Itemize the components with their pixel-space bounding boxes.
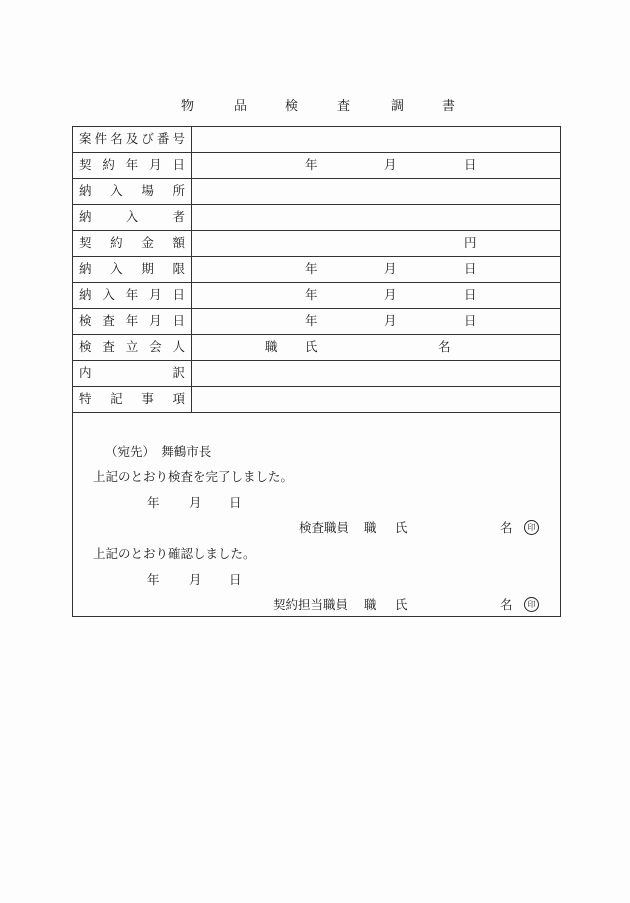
title-char: 物 <box>181 99 195 114</box>
label-char: 納 <box>79 183 92 198</box>
row-label-text <box>79 392 185 406</box>
form-row <box>73 231 561 257</box>
title-char: 調 <box>391 99 405 114</box>
inspector-shoku: 職 <box>364 520 377 535</box>
row-value[interactable] <box>192 231 561 257</box>
label-char: 入 <box>102 287 115 302</box>
inspector-seal <box>524 520 539 535</box>
form-row <box>73 283 561 309</box>
row-label-text <box>79 340 185 354</box>
label-char: 入 <box>110 183 123 198</box>
form-row <box>73 361 561 387</box>
row-label-text <box>79 158 185 172</box>
inspector-shi: 氏 <box>395 520 408 535</box>
yen-label: 円 <box>464 235 477 250</box>
row-label <box>73 179 192 205</box>
row-value[interactable] <box>192 309 561 335</box>
row-value[interactable] <box>192 387 561 413</box>
row-label-text <box>79 132 185 146</box>
inspector-title: 検査職員 <box>299 520 350 535</box>
form-row <box>73 153 561 179</box>
label-char: 番 <box>156 131 170 146</box>
row-label-text <box>79 236 185 250</box>
label-char: 所 <box>172 183 185 198</box>
date-day-label: 日 <box>464 287 477 302</box>
label-char: 立 <box>125 339 139 354</box>
date-day: 日 <box>229 572 242 587</box>
row-label-text <box>79 184 185 198</box>
date-day: 日 <box>229 495 242 510</box>
date-year-label: 年 <box>305 157 318 172</box>
row-value[interactable] <box>192 153 561 179</box>
label-char: 約 <box>102 157 115 172</box>
label-char: 金 <box>141 235 154 250</box>
label-char: 及 <box>125 131 139 146</box>
label-char: 入 <box>125 209 139 224</box>
row-label <box>73 231 192 257</box>
date-year: 年 <box>147 572 160 587</box>
label-char: 月 <box>149 313 162 328</box>
document-title <box>0 98 630 120</box>
label-char: 会 <box>149 339 162 354</box>
row-value[interactable] <box>192 283 561 309</box>
label-char: 項 <box>172 391 185 406</box>
form-row <box>73 309 561 335</box>
label-char: 月 <box>149 157 162 172</box>
label-char: 人 <box>172 339 185 354</box>
label-char: 検 <box>79 313 92 328</box>
label-char: 納 <box>79 287 92 302</box>
date-year-label: 年 <box>305 313 318 328</box>
title-char: 査 <box>337 99 351 114</box>
label-char: 契 <box>79 235 92 250</box>
confirmation-statement: 上記のとおり確認しました。 <box>93 546 256 561</box>
row-label <box>73 283 192 309</box>
contract-officer-seal <box>524 597 539 612</box>
certification-section <box>72 413 561 617</box>
label-char: び <box>141 131 154 146</box>
row-value[interactable] <box>192 335 561 361</box>
label-char: 額 <box>172 235 185 250</box>
row-label <box>73 335 192 361</box>
date-month-label: 月 <box>384 261 397 276</box>
date-year-label: 年 <box>305 261 318 276</box>
surname-label: 氏 <box>305 339 318 354</box>
row-label <box>73 387 192 413</box>
row-value[interactable] <box>192 361 561 387</box>
label-char: 納 <box>79 261 92 276</box>
label-char: 内 <box>79 365 92 380</box>
row-value[interactable] <box>192 127 561 153</box>
date-year-label: 年 <box>305 287 318 302</box>
row-label-text <box>79 210 185 224</box>
date-day-label: 日 <box>464 157 477 172</box>
form-row <box>73 179 561 205</box>
row-value[interactable] <box>192 205 561 231</box>
form-row <box>73 387 561 413</box>
contract-officer-mei: 名 <box>500 597 513 612</box>
seal-icon: 印 <box>524 520 539 535</box>
form-row <box>73 335 561 361</box>
label-char: 期 <box>141 261 154 276</box>
label-char: 年 <box>125 287 139 302</box>
label-char: 納 <box>79 209 92 224</box>
label-char: 査 <box>102 313 115 328</box>
contract-officer-shi: 氏 <box>395 597 408 612</box>
label-char: 訳 <box>172 365 185 380</box>
label-char: 号 <box>172 131 185 146</box>
row-value[interactable] <box>192 179 561 205</box>
date-day-label: 日 <box>464 313 477 328</box>
inspector-mei: 名 <box>500 520 513 535</box>
label-char: 限 <box>172 261 185 276</box>
row-label <box>73 153 192 179</box>
name-label: 名 <box>438 339 451 354</box>
date-month-label: 月 <box>384 313 397 328</box>
label-char: 記 <box>110 391 123 406</box>
row-label <box>73 361 192 387</box>
label-char: 者 <box>172 209 185 224</box>
form-row <box>73 127 561 153</box>
label-char: 約 <box>110 235 123 250</box>
row-label-text <box>79 288 185 302</box>
label-char: 場 <box>141 183 154 198</box>
date-month: 月 <box>189 495 202 510</box>
inspection-statement: 上記のとおり検査を完了しました。 <box>93 469 294 484</box>
date-month: 月 <box>189 572 202 587</box>
label-char: 事 <box>141 391 154 406</box>
label-char: 名 <box>110 131 123 146</box>
date-month-label: 月 <box>384 157 397 172</box>
row-label-text <box>79 262 185 276</box>
contract-officer-shoku: 職 <box>364 597 377 612</box>
date-day-label: 日 <box>464 261 477 276</box>
label-char: 検 <box>79 339 92 354</box>
label-char: 案 <box>79 131 92 146</box>
label-char: 日 <box>172 157 185 172</box>
label-char: 日 <box>172 287 185 302</box>
row-label <box>73 205 192 231</box>
label-char: 年 <box>125 313 139 328</box>
row-label <box>73 127 192 153</box>
contract-officer-title: 契約担当職員 <box>273 597 349 612</box>
position-label: 職 <box>265 339 278 354</box>
addressee: （宛先） 舞鶴市長 <box>105 444 212 459</box>
label-char: 契 <box>79 157 92 172</box>
label-char: 入 <box>110 261 123 276</box>
label-char: 件 <box>94 131 108 146</box>
title-char: 書 <box>442 99 456 114</box>
form-row <box>73 205 561 231</box>
date-month-label: 月 <box>384 287 397 302</box>
inspection-form-table <box>72 126 561 413</box>
row-label <box>73 257 192 283</box>
form-row <box>73 257 561 283</box>
label-char: 年 <box>125 157 139 172</box>
label-char: 日 <box>172 313 185 328</box>
title-char: 品 <box>234 99 248 114</box>
label-char: 月 <box>149 287 162 302</box>
title-char: 検 <box>285 99 299 114</box>
row-label-text <box>79 314 185 328</box>
row-label <box>73 309 192 335</box>
date-year: 年 <box>147 495 160 510</box>
seal-icon: 印 <box>524 597 539 612</box>
row-value[interactable] <box>192 257 561 283</box>
label-char: 特 <box>79 391 92 406</box>
label-char: 査 <box>102 339 115 354</box>
row-label-text <box>79 366 185 380</box>
